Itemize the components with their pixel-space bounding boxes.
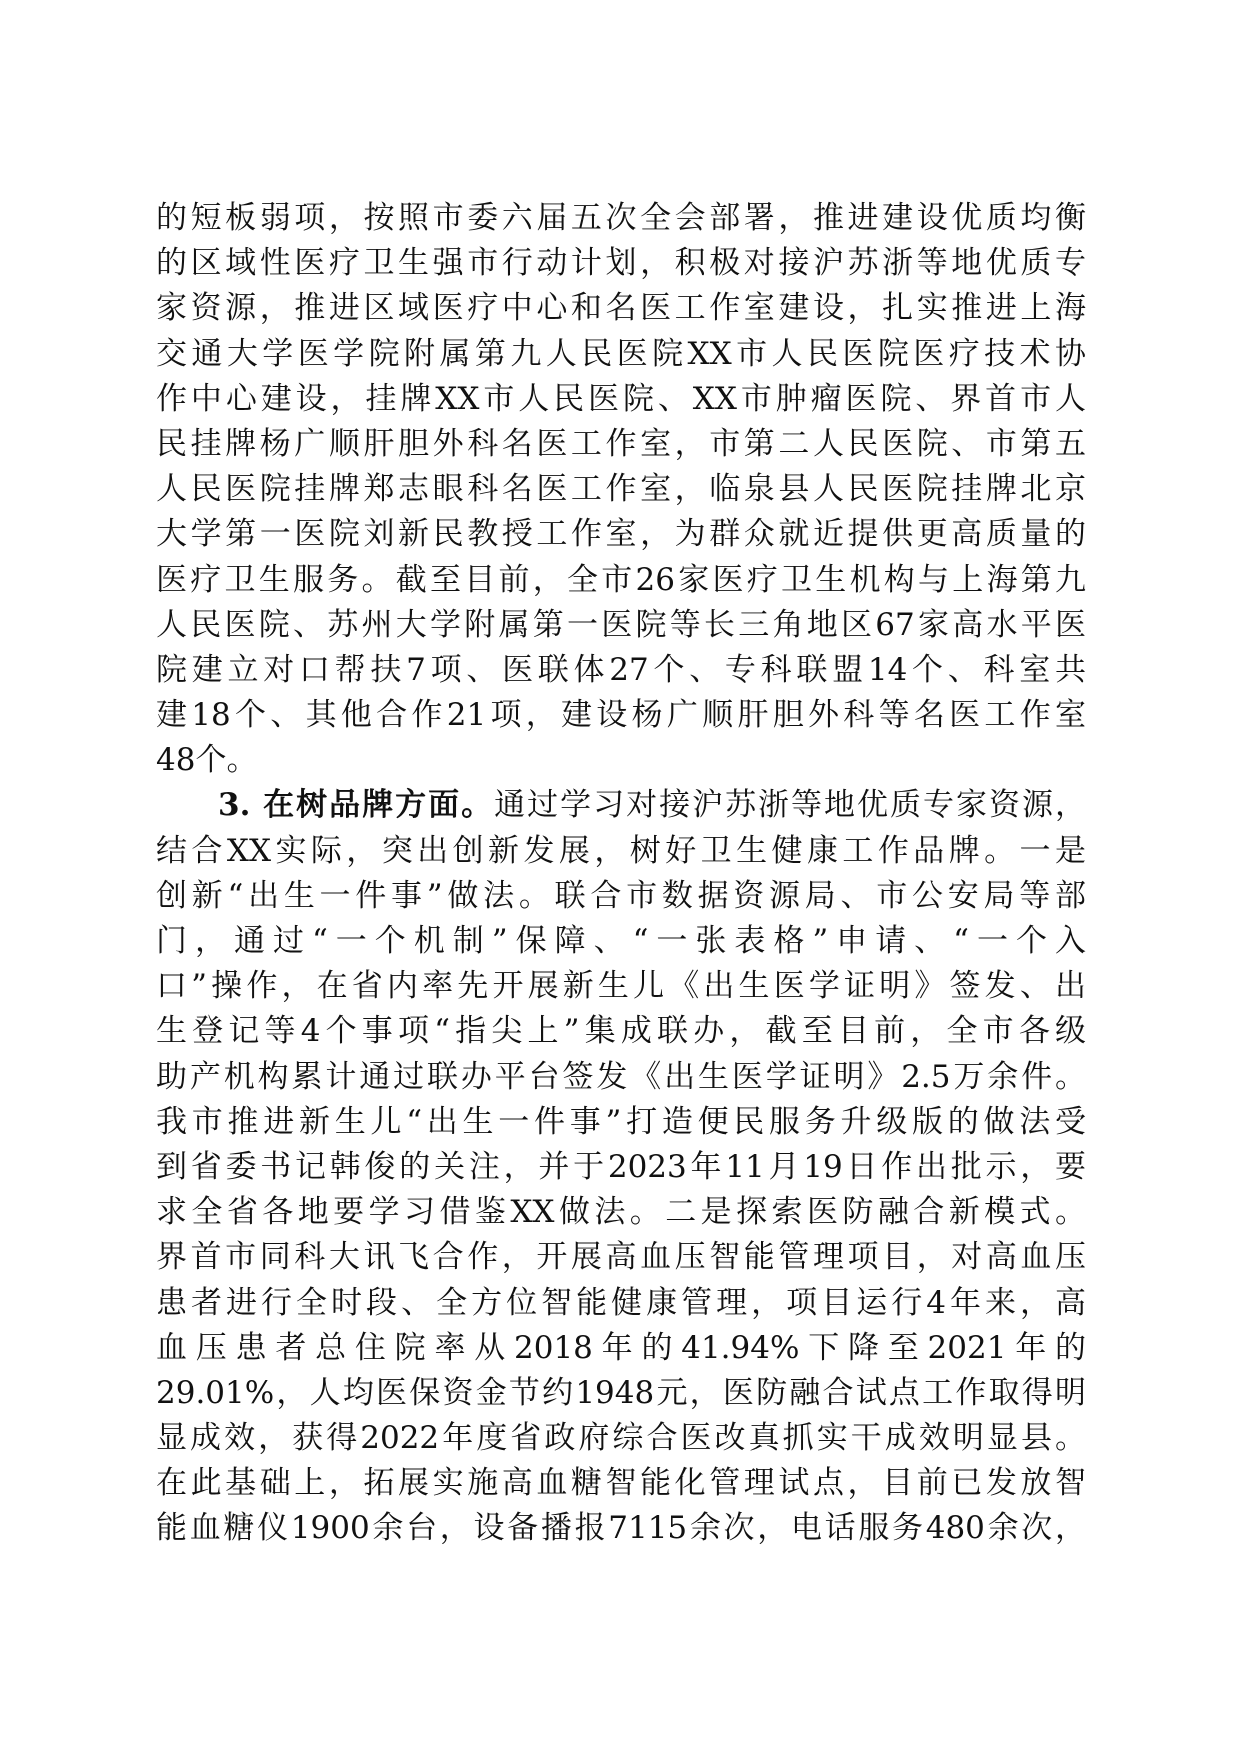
paragraph-line: 29.01%，人均医保资金节约1948元，医防融合试点工作取得明	[156, 1374, 1086, 1411]
paragraph-line: 创新“出生一件事”做法。联合市数据资源局、市公安局等部	[156, 877, 1086, 914]
paragraph-line: 结合XX实际，突出创新发展，树好卫生健康工作品牌。一是	[156, 832, 1086, 869]
paragraph-line: 我市推进新生儿“出生一件事”打造便民服务升级版的做法受	[156, 1103, 1086, 1140]
paragraph-line: 交通大学医学院附属第九人民医院XX市人民医院医疗技术协	[156, 335, 1086, 372]
paragraph-line: 到省委书记韩俊的关注，并于2023年11月19日作出批示，要	[156, 1148, 1086, 1185]
paragraph-line: 口”操作，在省内率先开展新生儿《出生医学证明》签发、出	[156, 968, 1086, 1005]
paragraph-line: 人民医院挂牌郑志眼科名医工作室，临泉县人民医院挂牌北京	[156, 471, 1086, 508]
section-heading-line	[156, 783, 1086, 828]
paragraph-line: 门，通过“一个机制”保障、“一张表格”申请、“一个入	[156, 923, 1086, 959]
paragraph-line: 作中心建设，挂牌XX市人民医院、XX市肿瘤医院、界首市人	[156, 380, 1086, 417]
paragraph-line: 48个。	[156, 742, 258, 779]
paragraph-line: 患者进行全时段、全方位智能健康管理，项目运行4年来，高	[156, 1284, 1086, 1321]
paragraph-line: 界首市同科大讯飞合作，开展高血压智能管理项目，对高血压	[156, 1239, 1086, 1276]
paragraph-line: 能血糖仪1900余台，设备播报7115余次，电话服务480余次，	[156, 1510, 1086, 1547]
paragraph-line: 人民医院、苏州大学附属第一医院等长三角地区67家高水平医	[156, 606, 1086, 643]
paragraph-line: 的短板弱项，按照市委六届五次全会部署，推进建设优质均衡	[156, 200, 1086, 236]
paragraph-line: 医疗卫生服务。截至目前，全市26家医疗卫生机构与上海第九	[156, 561, 1086, 598]
body-text	[156, 196, 1086, 1552]
paragraph-text: 通过学习对接沪苏浙等地优质专家资源，	[494, 787, 1087, 824]
paragraph-line: 民挂牌杨广顺肝胆外科名医工作室，市第二人民医院、市第五	[156, 425, 1086, 462]
paragraph-line: 生登记等4个事项“指尖上”集成联办，截至目前，全市各级	[156, 1013, 1086, 1050]
paragraph-line: 家资源，推进区域医疗中心和名医工作室建设，扎实推进上海	[156, 290, 1086, 327]
section-heading: 3. 在树品牌方面。	[218, 787, 495, 824]
paragraph-line: 院建立对口帮扶7项、医联体27个、专科联盟14个、科室共	[156, 651, 1086, 688]
paragraph-line: 血压患者总住院率从2018年的41.94%下降至2021年的	[156, 1329, 1086, 1366]
paragraph-line: 在此基础上，拓展实施高血糖智能化管理试点，目前已发放智	[156, 1465, 1086, 1502]
paragraph-line: 助产机构累计通过联办平台签发《出生医学证明》2.5万余件。	[156, 1058, 1086, 1095]
paragraph-line: 求全省各地要学习借鉴XX做法。二是探索医防融合新模式。	[156, 1194, 1086, 1231]
paragraph-line: 大学第一医院刘新民教授工作室，为群众就近提供更高质量的	[156, 516, 1086, 553]
paragraph-line: 的区域性医疗卫生强市行动计划，积极对接沪苏浙等地优质专	[156, 245, 1086, 282]
paragraph-line: 显成效，获得2022年度省政府综合医改真抓实干成效明显县。	[156, 1420, 1086, 1457]
paragraph-line: 建18个、其他合作21项，建设杨广顺肝胆外科等名医工作室	[156, 697, 1086, 734]
